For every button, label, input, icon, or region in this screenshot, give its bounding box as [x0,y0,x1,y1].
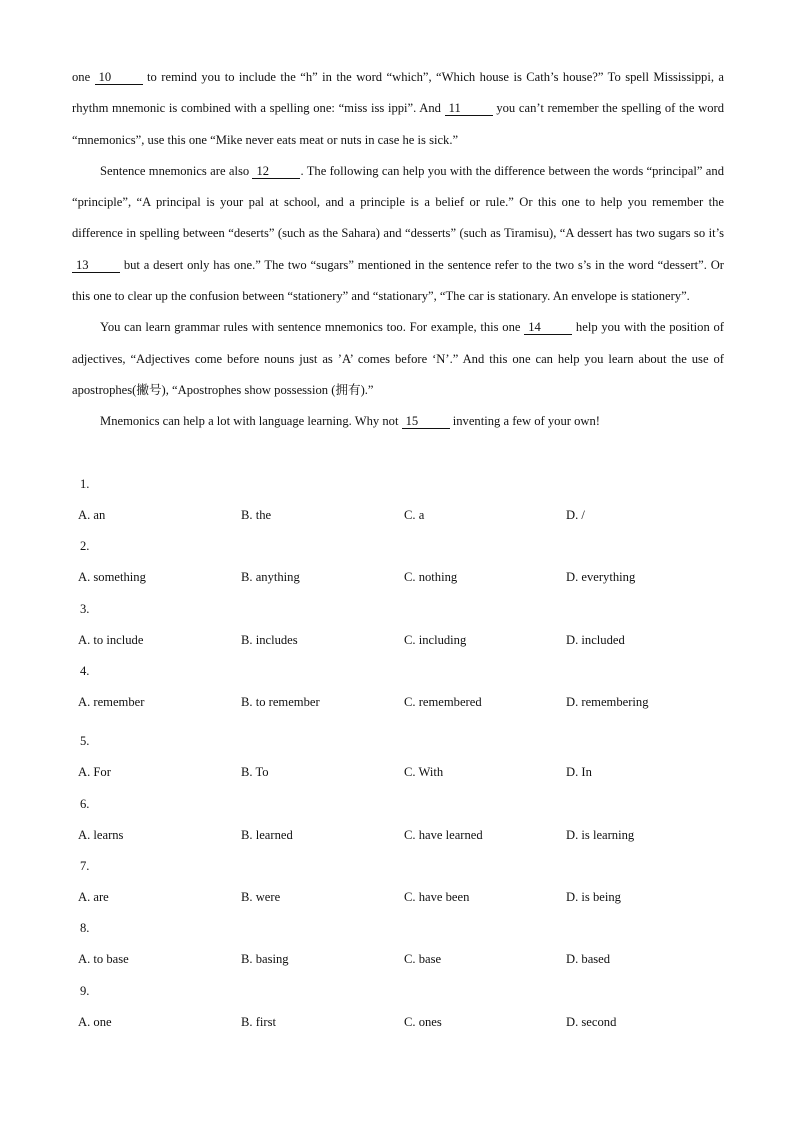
question-item [78,850,738,912]
option-b[interactable]: B. To [241,765,269,780]
question-list [78,468,738,1037]
option-a[interactable]: A. For [78,765,111,780]
text-run: You can learn grammar rules with sentence mnemonics too. For example, this one [100,320,525,335]
question-number: 9. [80,983,90,998]
option-d[interactable]: D. based [566,952,611,967]
text-run: Sentence mnemonics are also [100,163,253,178]
option-a[interactable]: A. something [78,570,146,585]
option-b[interactable]: B. were [241,889,281,904]
option-b[interactable]: B. to remember [241,695,320,710]
option-b[interactable]: B. first [241,1014,276,1029]
question-item [78,655,738,725]
text-run: to remind you to include the “h” in the word “which”, “Which house is Cath’s house?” To spell Mississippi, a rhythm mnemonic is combined with a spelling one: “miss iss ippi”. And [72,70,724,116]
question-item [78,912,738,974]
text-run: inventing a few of your own! [449,414,600,429]
option-a[interactable]: A. learns [78,827,124,842]
option-d[interactable]: D. second [566,1014,617,1029]
option-b[interactable]: B. includes [241,632,298,647]
option-d[interactable]: D. is being [566,889,621,904]
question-number: 3. [80,601,90,616]
option-c[interactable]: C. a [404,508,425,522]
option-a[interactable]: A. one [78,1014,112,1029]
question-item [78,468,738,530]
question-number: 6. [80,796,90,811]
option-d[interactable]: D. / [566,508,585,522]
option-c[interactable]: C. base [404,952,442,967]
option-b[interactable]: B. basing [241,952,289,967]
option-a[interactable]: A. to base [78,952,129,967]
option-c[interactable]: C. including [404,632,467,647]
option-c[interactable]: C. With [404,765,444,780]
question-number: 2. [80,539,90,554]
option-b[interactable]: B. learned [241,827,293,842]
option-d[interactable]: D. In [566,765,592,780]
option-a[interactable]: A. are [78,889,109,904]
text-run: help you with the position of adjectives, “Adjectives come before nouns just as ’A’ comes before ‘N’.” And this one can help you learn about the use of apostrophes(撇号), “Apostrophes show possession (拥有).” [72,320,724,397]
blank-12: 12 [252,164,300,179]
option-c[interactable]: C. ones [404,1014,442,1029]
option-d[interactable]: D. everything [566,570,636,585]
blank-15: 15 [402,414,450,429]
option-c[interactable]: C. remembered [404,695,482,710]
option-b[interactable]: B. the [241,508,272,522]
option-a[interactable]: A. an [78,508,106,522]
question-item [78,788,738,850]
question-number: 1. [80,477,90,491]
reading-passage [72,62,724,438]
option-a[interactable]: A. to include [78,632,144,647]
blank-10: 10 [95,70,143,85]
text-run: you can’t remember the spelling of the word “mnemonics”, use this one “Mike never eats meat or nuts in case he is sick.” [72,101,724,147]
option-c[interactable]: C. nothing [404,570,458,585]
option-d[interactable]: D. remembering [566,695,649,710]
question-number: 5. [80,734,90,749]
blank-14: 14 [524,320,572,335]
text-run: Mnemonics can help a lot with language learning. Why not [100,414,402,429]
paragraph-3 [72,312,724,406]
option-b[interactable]: B. anything [241,570,300,585]
question-number: 7. [80,858,90,873]
question-item [78,530,738,592]
option-a[interactable]: A. remember [78,695,145,710]
question-number: 8. [80,921,90,936]
text-run: . The following can help you with the difference between the words “principal” and “principle”, “A principal is your pal at school, and a principle is a belief or rule.” Or this one to help you remember the difference in spelling between “deserts” (such as the Sahara) and “desserts” (such as Tiramisu), “A dessert has two sugars so it’s [72,163,724,241]
question-item [78,975,738,1037]
text-run: one [72,70,95,84]
paragraph-2 [72,156,724,312]
option-c[interactable]: C. have been [404,889,470,904]
question-item [78,725,738,787]
blank-13: 13 [72,258,120,273]
paragraph-1 [72,62,724,156]
option-d[interactable]: D. is learning [566,827,635,842]
text-run: but a desert only has one.” The two “sugars” mentioned in the sentence refer to the two s’s in the word “dessert”. Or this one to clear up the confusion between “stationery” and “stationary”, “The car is stationary. An envelope is stationery”. [72,257,724,304]
question-number: 4. [80,664,90,679]
paragraph-4 [72,406,724,437]
question-item [78,593,738,655]
option-c[interactable]: C. have learned [404,827,483,842]
option-d[interactable]: D. included [566,632,625,647]
blank-11: 11 [445,101,493,116]
